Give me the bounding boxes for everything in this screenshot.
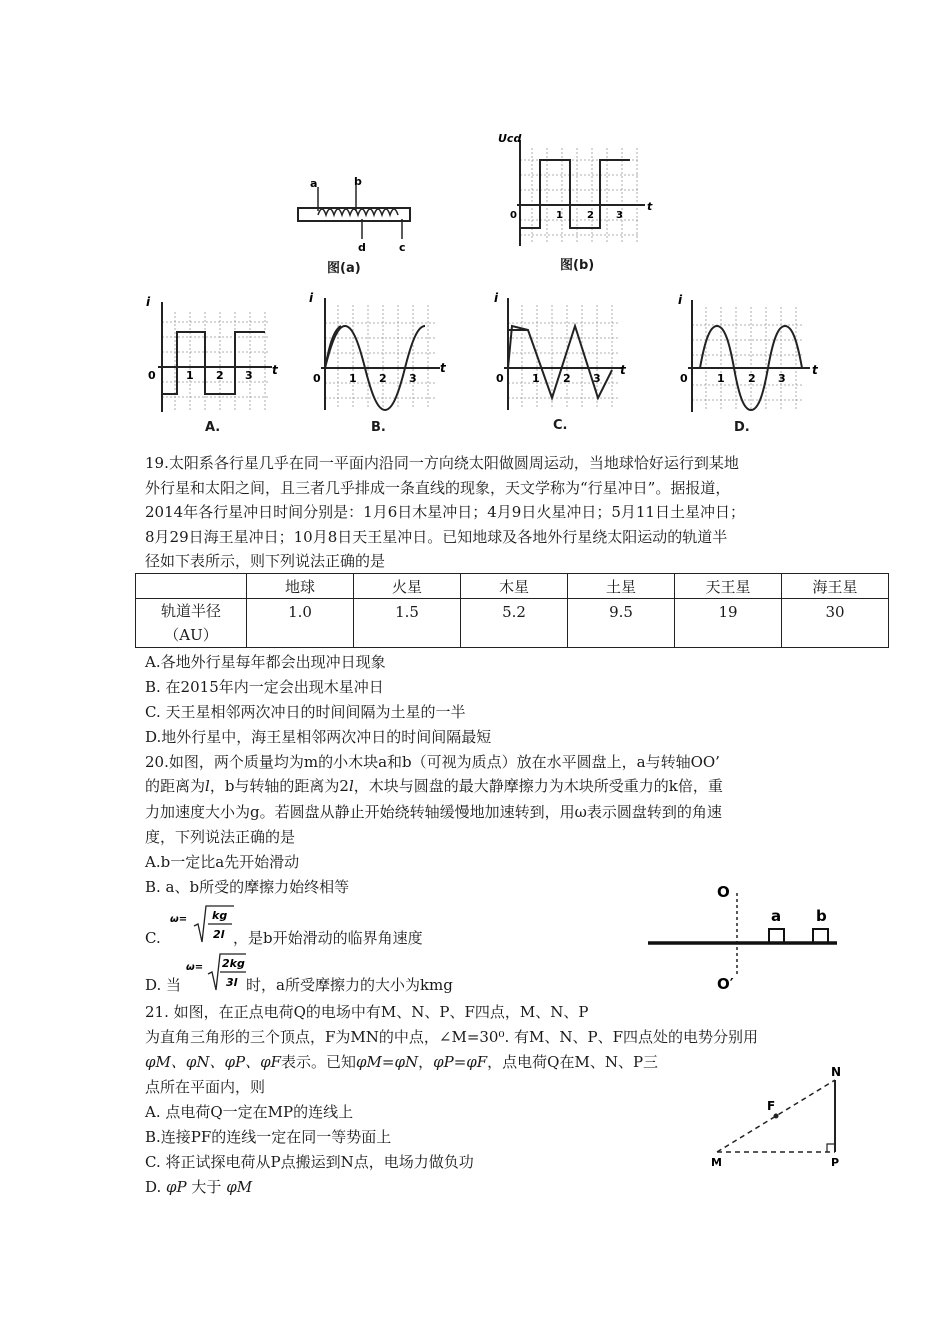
q21-line-3 xyxy=(145,1050,658,1074)
opt-b-tick-0: 0 xyxy=(313,372,321,385)
fig-b-x-label: t xyxy=(647,200,653,213)
q20-line-1: 20.如图，两个质量均为m的小木块a和b（可视为质点）放在水平圆盘上，a与转轴OO’ xyxy=(145,753,720,771)
option-c-caption: C. xyxy=(553,418,568,433)
q21-line-2: 为直角三角形的三个顶点，F为MN的中点，∠M=30⁰. 有M、N、P、F四点处的电势分别用 xyxy=(145,1028,759,1046)
figure-b-graph xyxy=(495,128,660,250)
q20-line-2-b: ，b与转轴的距离为2 xyxy=(209,777,349,795)
q19-option-d: D.地外行星中，海王星相邻两次冲日的时间间隔最短 xyxy=(145,728,492,746)
opt-d-tick-1: 1 xyxy=(717,372,725,385)
q21-line-3-b: 表示。已知 xyxy=(281,1053,357,1071)
q21-potential-eq-1: φM=φN xyxy=(356,1053,419,1071)
opt-c-x-label: t xyxy=(620,363,626,377)
opt-c-tick-1: 1 xyxy=(532,372,540,385)
table-cell: 1.0 xyxy=(247,599,354,648)
formula-num: kg xyxy=(212,909,228,922)
opt-c-y-label: i xyxy=(494,291,499,305)
opt-d-y-label: i xyxy=(678,293,683,307)
q20-option-c-prefix: C. xyxy=(145,929,161,947)
table-cell: 19 xyxy=(675,599,782,648)
q20-l-symbol: l xyxy=(205,777,210,795)
table-header: 木星 xyxy=(461,574,568,599)
table-header: 地球 xyxy=(247,574,354,599)
opt-d-tick-2: 2 xyxy=(748,372,756,385)
opt-a-tick-1: 1 xyxy=(186,369,194,382)
coil-label-d: d xyxy=(358,241,366,254)
q19-option-c: C. 天王星相邻两次冲日的时间间隔为土星的一半 xyxy=(145,703,466,721)
turntable-label-b: b xyxy=(816,907,827,925)
option-a-caption: A. xyxy=(205,420,221,435)
q19-option-a: A.各地外行星每年都会出现冲日现象 xyxy=(145,653,386,671)
table-header: 天王星 xyxy=(675,574,782,599)
table-cell: 30 xyxy=(782,599,889,648)
turntable-label-o-bottom: O′ xyxy=(717,975,734,993)
fig-b-tick-3: 3 xyxy=(616,210,623,221)
fig-b-y-label: Ucd xyxy=(498,132,522,145)
option-graph-b xyxy=(305,290,450,415)
q20-option-d-suffix: 时，a所受摩擦力的大小为kmg xyxy=(246,976,453,994)
row-label-line-1: 轨道半径 xyxy=(160,602,221,620)
q19-option-b: B. 在2015年内一定会出现木星冲日 xyxy=(145,678,384,696)
opt-a-tick-3: 3 xyxy=(245,369,253,382)
q20-option-a: A.b一定比a先开始滑动 xyxy=(145,853,300,871)
opt-c-tick-0: 0 xyxy=(496,372,504,385)
q20-line-3: 力加速度大小为g。若圆盘从静止开始绕转轴缓慢地加速转到，用ω表示圆盘转到的角速 xyxy=(145,803,722,821)
opt-a-y-label: i xyxy=(146,295,151,309)
opt-c-tick-2: 2 xyxy=(563,372,571,385)
coil-label-c: c xyxy=(399,241,406,254)
q21-line-3-f: ，点电荷Q在M、N、P三 xyxy=(487,1053,659,1071)
table-header: 火星 xyxy=(354,574,461,599)
opt-d-x-label: t xyxy=(812,363,818,377)
triangle-label-f: F xyxy=(767,1099,776,1113)
q21-phi-m: φM xyxy=(226,1178,253,1196)
table-row xyxy=(136,574,889,599)
q21-option-b: B.连接PF的连线一定在同一等势面上 xyxy=(145,1128,392,1146)
table-row-label xyxy=(136,599,247,648)
table-cell: 9.5 xyxy=(568,599,675,648)
q21-potential-list: φM、φN、φP、φF xyxy=(145,1053,281,1071)
q20-option-c-suffix: ，是b开始滑动的临界角速度 xyxy=(233,929,423,947)
table-cell: 5.2 xyxy=(461,599,568,648)
orbit-radius-table xyxy=(135,573,889,648)
table-header: 海王星 xyxy=(782,574,889,599)
row-label-line-2: （AU） xyxy=(164,626,218,644)
triangle-label-m: M xyxy=(711,1156,722,1169)
table-row xyxy=(136,599,889,648)
q20-option-b: B. a、b所受的摩擦力始终相等 xyxy=(145,878,350,896)
opt-b-tick-1: 1 xyxy=(349,372,357,385)
table-cell: 1.5 xyxy=(354,599,461,648)
q19-line-4: 8月29日海王星冲日；10月8日天王星冲日。已知地球及各地外行星绕太阳运动的轨道半 xyxy=(145,528,728,546)
figure-b-caption: 图(b) xyxy=(560,258,595,273)
triangle-label-n: N xyxy=(831,1065,842,1079)
q20-line-2-a: 的距离为 xyxy=(145,777,206,795)
formula-num: 2kg xyxy=(222,957,245,970)
triangle-label-p: P xyxy=(831,1156,840,1169)
q21-option-d-prefix: D. xyxy=(145,1178,167,1196)
q21-option-d xyxy=(145,1175,252,1199)
opt-a-tick-2: 2 xyxy=(216,369,224,382)
q20-turntable-figure xyxy=(645,875,840,995)
q21-phi-p: φP xyxy=(166,1178,187,1196)
opt-a-tick-0: 0 xyxy=(148,369,156,382)
q19-line-1: 19.太阳系各行星几乎在同一平面内沿同一方向绕太阳做圆周运动，当地球恰好运行到某地 xyxy=(145,454,739,472)
opt-b-x-label: t xyxy=(440,361,446,375)
q21-triangle-figure xyxy=(705,1062,855,1172)
option-graph-c xyxy=(490,290,630,415)
option-b-caption: B. xyxy=(371,420,386,435)
opt-d-tick-3: 3 xyxy=(778,372,786,385)
q21-line-1: 21. 如图，在正点电荷Q的电场中有M、N、P、F四点，M、N、P xyxy=(145,1003,589,1021)
table-header-empty xyxy=(136,574,247,599)
q19-line-5: 径如下表所示，则下列说法正确的是 xyxy=(145,552,386,570)
q20-option-d-formula xyxy=(186,950,248,994)
q20-option-d-prefix: D. 当 xyxy=(145,976,182,994)
q20-option-c xyxy=(145,926,161,950)
turntable-label-o-top: O xyxy=(717,883,730,901)
option-graph-d xyxy=(672,292,822,417)
q21-line-3-d: ， xyxy=(418,1053,434,1071)
q21-option-a: A. 点电荷Q一定在MP的连线上 xyxy=(145,1103,354,1121)
q20-line-2 xyxy=(145,774,723,798)
table-header: 土星 xyxy=(568,574,675,599)
opt-a-x-label: t xyxy=(272,363,278,377)
turntable-label-a: a xyxy=(771,907,782,925)
fig-b-tick-1: 1 xyxy=(556,210,563,221)
opt-c-tick-3: 3 xyxy=(593,372,601,385)
opt-b-y-label: i xyxy=(309,291,314,305)
figure-a-caption: 图(a) xyxy=(327,261,361,276)
q20-line-4: 度，下列说法正确的是 xyxy=(145,828,296,846)
q20-option-d xyxy=(145,973,181,997)
q19-line-3: 2014年各行星冲日时间分别是：1月6日木星冲日；4月9日火星冲日；5月11日土星冲日； xyxy=(145,503,745,521)
formula-lhs: ω= xyxy=(186,962,204,973)
formula-den: 2l xyxy=(213,928,225,941)
q19-line-2: 外行星和太阳之间，且三者几乎排成一条直线的现象，天文学称为“行星冲日”。据报道， xyxy=(145,479,731,497)
q21-line-4: 点所在平面内，则 xyxy=(145,1078,266,1096)
option-graph-a xyxy=(140,292,280,417)
q21-potential-eq-2: φP=φF xyxy=(433,1053,488,1071)
q20-option-c-formula xyxy=(168,902,238,946)
formula-den: 3l xyxy=(226,976,238,989)
formula-lhs: ω= xyxy=(170,914,188,925)
coil-label-a: a xyxy=(310,177,318,190)
q21-option-d-mid: 大于 xyxy=(186,1178,227,1196)
q21-option-c: C. 将正试探电荷从P点搬运到N点，电场力做负功 xyxy=(145,1153,474,1171)
opt-b-tick-3: 3 xyxy=(409,372,417,385)
opt-b-tick-2: 2 xyxy=(379,372,387,385)
fig-b-tick-0: 0 xyxy=(510,210,517,221)
option-d-caption: D. xyxy=(734,420,750,435)
q20-line-2-c: ，木块与圆盘的最大静摩擦力为木块所受重力的k倍，重 xyxy=(353,777,723,795)
fig-b-tick-2: 2 xyxy=(587,210,594,221)
opt-d-tick-0: 0 xyxy=(680,372,688,385)
q20-l-symbol: l xyxy=(348,777,354,795)
coil-label-b: b xyxy=(354,175,362,188)
